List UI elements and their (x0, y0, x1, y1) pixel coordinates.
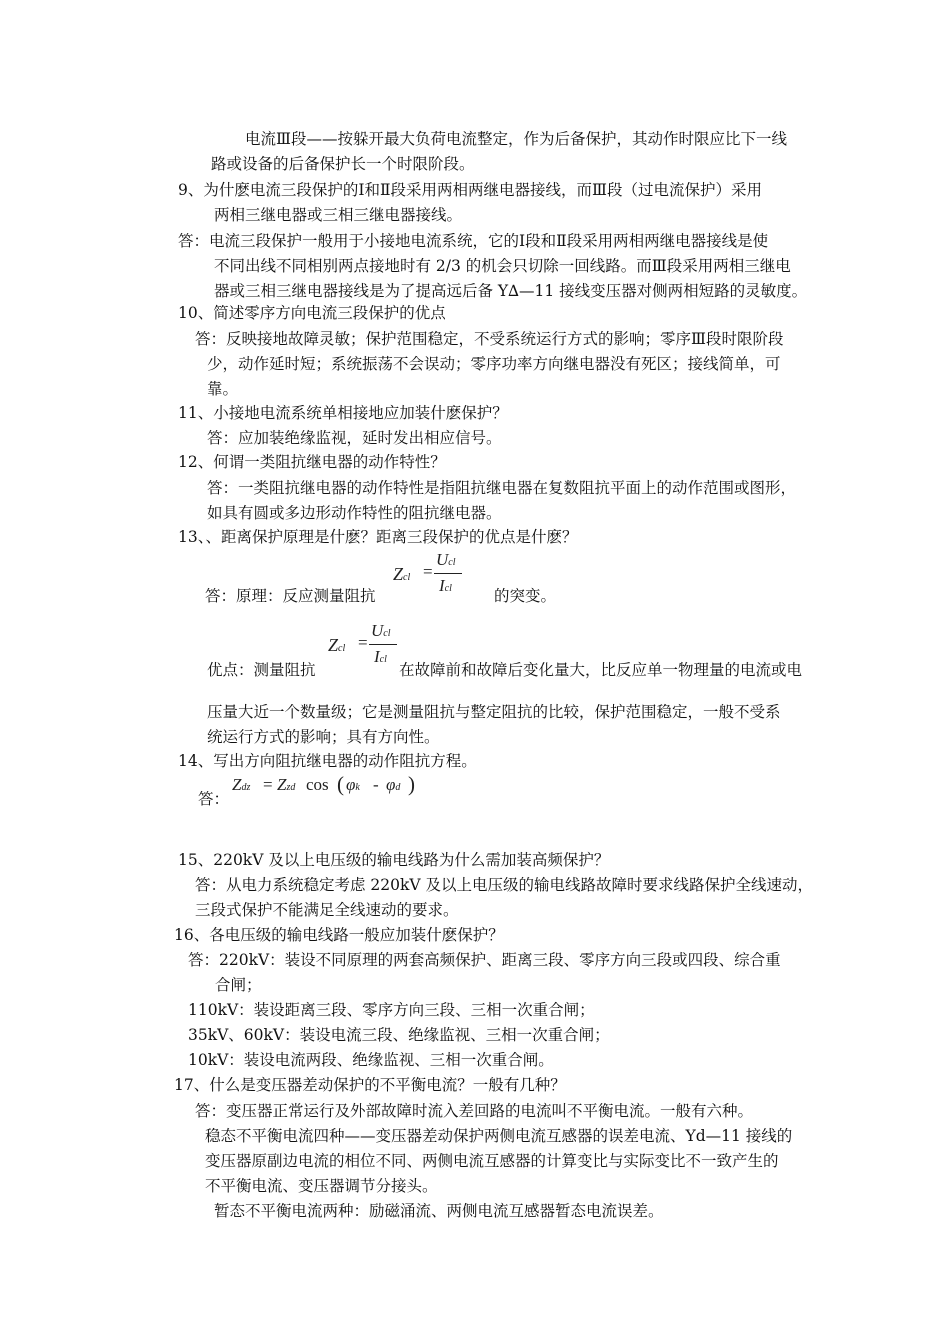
question-17: 17、什么是变压器差动保护的不平衡电流？一般有几种？ (174, 1076, 566, 1094)
answer-11: 答：应加装绝缘监视，延时发出相应信号。 (207, 429, 502, 447)
text-line: 靠。 (207, 380, 239, 398)
text-line: 变压器原副边电流的相位不同、两侧电流互感器的计算变比与实际变比不一致产生的 (205, 1152, 779, 1170)
text-line: 不同出线不同相别两点接地时有 2/3 的机会只切除一回线路。而Ⅲ段采用两相三继电 (214, 257, 791, 275)
text-line: 统运行方式的影响；具有方向性。 (207, 728, 440, 746)
answer-14: 答： (198, 790, 230, 808)
text-line: 在故障前和故障后变化量大，比反应单一物理量的电流或电 (399, 661, 803, 679)
text-line: 电流Ⅲ段——按躲开最大负荷电流整定，作为后备保护，其动作时限应比下一线 (245, 130, 787, 148)
text-line: 两相三继电器或三相三继电器接线。 (214, 206, 463, 224)
answer-13-principle: 答：原理：反应测量阻抗 (205, 587, 376, 605)
question-15: 15、220kV 及以上电压级的输电线路为什么需加装高频保护？ (178, 851, 610, 869)
answer-9: 答：电流三段保护一般用于小接地电流系统，它的Ⅰ段和Ⅱ段采用两相两继电器接线是使 (178, 232, 769, 250)
answer-12: 答：一类阻抗继电器的动作特性是指阻抗继电器在复数阻抗平面上的动作范围或图形， (207, 479, 797, 497)
text-line: 10kV：装设电流两段、绝缘监视、三相一次重合闸。 (188, 1051, 554, 1069)
formula-zdz: Zdz = Zzd cos ( φk - φd ) (232, 772, 415, 796)
text-line: 三段式保护不能满足全线速动的要求。 (195, 901, 459, 919)
answer-10: 答：反映接地故障灵敏；保护范围稳定，不受系统运行方式的影响；零序Ⅲ段时限阶段 (195, 330, 784, 348)
answer-15: 答：从电力系统稳定考虑 220kV 及以上电压级的输电线路故障时要求线路保护全线速动， (195, 876, 814, 894)
text-line: 110kV：装设距离三段、零序方向三段、三相一次重合闸； (188, 1001, 595, 1019)
answer-13-advantages: 优点：测量阻抗 (207, 661, 316, 679)
answer-16: 答：220kV：装设不同原理的两套高频保护、距离三段、零序方向三段或四段、综合重 (188, 951, 781, 969)
text-line: 35kV、60kV：装设电流三段、绝缘监视、三相一次重合闸； (188, 1026, 610, 1044)
question-11: 11、小接地电流系统单相接地应加装什麽保护？ (178, 404, 508, 422)
answer-17: 答：变压器正常运行及外部故障时流入差回路的电流叫不平衡电流。一般有六种。 (195, 1102, 754, 1120)
text-line: 如具有圆或多边形动作特性的阻抗继电器。 (207, 504, 502, 522)
text-line: 压量大近一个数量级；它是测量阻抗与整定阻抗的比较，保护范围稳定，一般不受系 (207, 703, 781, 721)
text-line: 器或三相三继电器接线是为了提高远后备 Y∆—11 接线变压器对侧两相短路的灵敏度。 (214, 282, 808, 300)
question-13: 13、、距离保护原理是什麽？距离三段保护的优点是什麽？ (178, 528, 578, 546)
text-line: 不平衡电流、变压器调节分接头。 (205, 1177, 438, 1195)
text-line: 路或设备的后备保护长一个时限阶段。 (211, 155, 475, 173)
question-14: 14、写出方向阻抗继电器的动作阻抗方程。 (178, 752, 477, 770)
text-line: 的突变。 (494, 587, 557, 605)
question-9: 9、为什麽电流三段保护的Ⅰ和Ⅱ段采用两相两继电器接线，而Ⅲ段（过电流保护）采用 (178, 181, 762, 199)
formula-zcl-1: Zcl = Ucl Icl (393, 556, 463, 606)
text-line: 合闸； (215, 976, 262, 994)
text-line: 稳态不平衡电流四种——变压器差动保护两侧电流互感器的误差电流、Yd—11 接线的 (205, 1127, 793, 1145)
question-10: 10、简述零序方向电流三段保护的优点 (178, 304, 446, 322)
question-12: 12、何谓一类阻抗继电器的动作特性？ (178, 453, 446, 471)
question-16: 16、各电压级的输电线路一般应加装什麽保护？ (174, 926, 504, 944)
formula-zcl-2: Zcl = Ucl Icl (328, 627, 398, 677)
text-line: 少，动作延时短；系统振荡不会误动；零序功率方向继电器没有死区；接线简单，可 (207, 355, 781, 373)
text-line: 暂态不平衡电流两种：励磁涌流、两侧电流互感器暂态电流误差。 (214, 1202, 664, 1220)
